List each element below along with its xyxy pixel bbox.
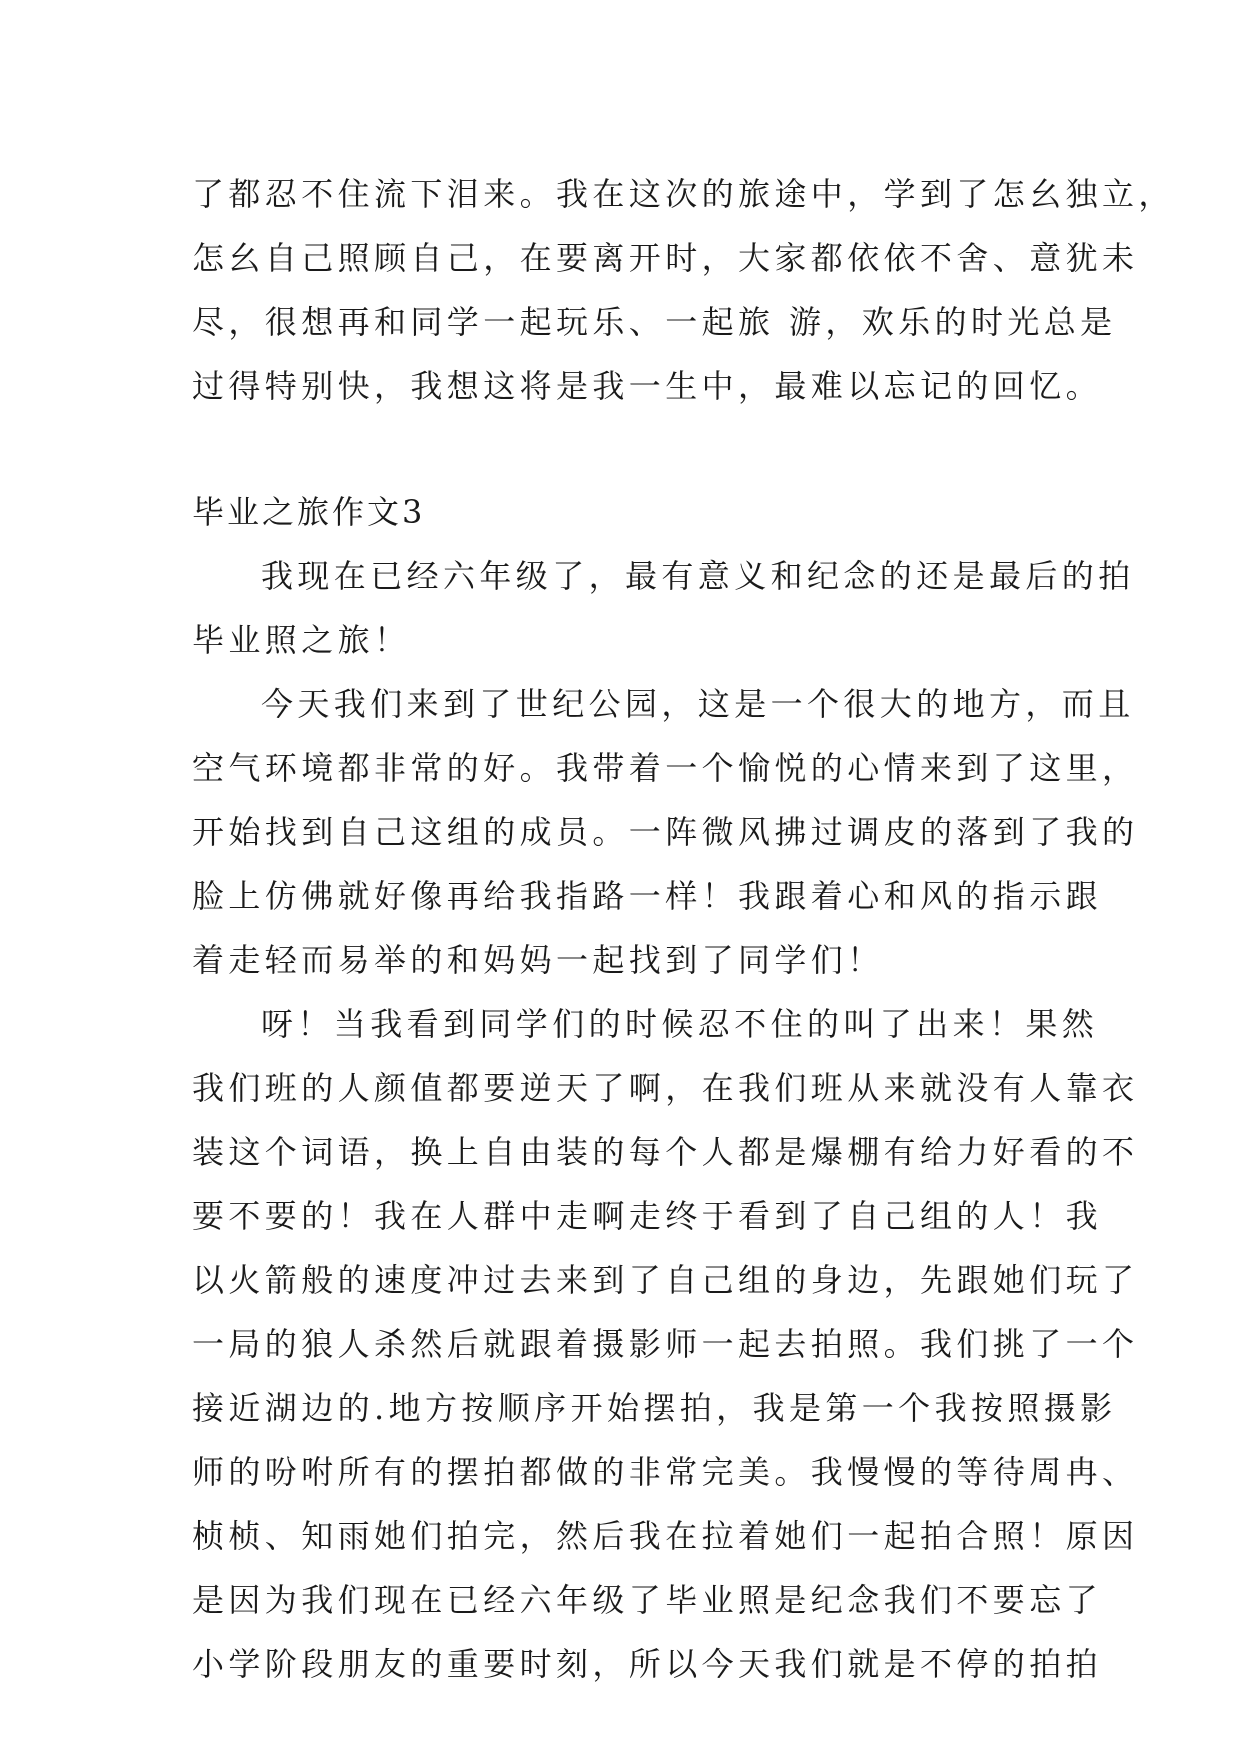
text-line: 脸上仿佛就好像再给我指路一样！我跟着心和风的指示跟 — [192, 877, 1103, 915]
text-line: 毕业照之旅！ — [192, 621, 411, 659]
text-line: 空气环境都非常的好。我带着一个愉悦的心情来到了这里， — [192, 749, 1139, 787]
text-line: 一局的狼人杀然后就跟着摄影师一起去拍照。我们挑了一个 — [192, 1325, 1139, 1363]
document-body — [192, 162, 1175, 1696]
text-line: 装这个词语，换上自由装的每个人都是爆棚有给力好看的不 — [192, 1133, 1139, 1171]
text-line: 要不要的！我在人群中走啊走终于看到了自己组的人！我 — [192, 1197, 1103, 1235]
text-line: 开始找到自己这组的成员。一阵微风拂过调皮的落到了我的 — [192, 813, 1139, 851]
paragraph-first-line: 我现在已经六年级了，最有意义和纪念的还是最后的拍 — [261, 557, 1135, 595]
section-heading: 毕业之旅作文3 — [192, 493, 426, 531]
text-line: 是因为我们现在已经六年级了毕业照是纪念我们不要忘了 — [192, 1581, 1103, 1619]
text-line: 接近湖边的.地方按顺序开始摆拍，我是第一个我按照摄影 — [192, 1389, 1117, 1427]
text-line: 我们班的人颜值都要逆天了啊，在我们班从来就没有人靠衣 — [192, 1069, 1139, 1107]
text-line: 怎幺自己照顾自己，在要离开时，大家都依依不舍、意犹未 — [192, 239, 1139, 277]
text-line: 桢桢、知雨她们拍完，然后我在拉着她们一起拍合照！原因 — [192, 1517, 1139, 1555]
text-line: 着走轻而易举的和妈妈一起找到了同学们！ — [192, 941, 884, 979]
text-line: 过得特别快，我想这将是我一生中，最难以忘记的回忆。 — [192, 367, 1103, 405]
paragraph-first-line: 今天我们来到了世纪公园，这是一个很大的地方，而且 — [261, 685, 1135, 723]
text-line: 以火箭般的速度冲过去来到了自己组的身边，先跟她们玩了 — [192, 1261, 1139, 1299]
text-line: 尽，很想再和同学一起玩乐、一起旅 游，欢乐的时光总是 — [192, 303, 1117, 341]
section-gap — [192, 418, 1062, 480]
paragraph-first-line: 呀！当我看到同学们的时候忍不住的叫了出来！果然 — [261, 1005, 1099, 1043]
text-line: 师的吩咐所有的摆拍都做的非常完美。我慢慢的等待周冉、 — [192, 1453, 1139, 1491]
text-line: 了都忍不住流下泪来。我在这次的旅途中，学到了怎幺独立， — [192, 175, 1175, 213]
text-line: 小学阶段朋友的重要时刻，所以今天我们就是不停的拍拍 — [192, 1645, 1103, 1683]
